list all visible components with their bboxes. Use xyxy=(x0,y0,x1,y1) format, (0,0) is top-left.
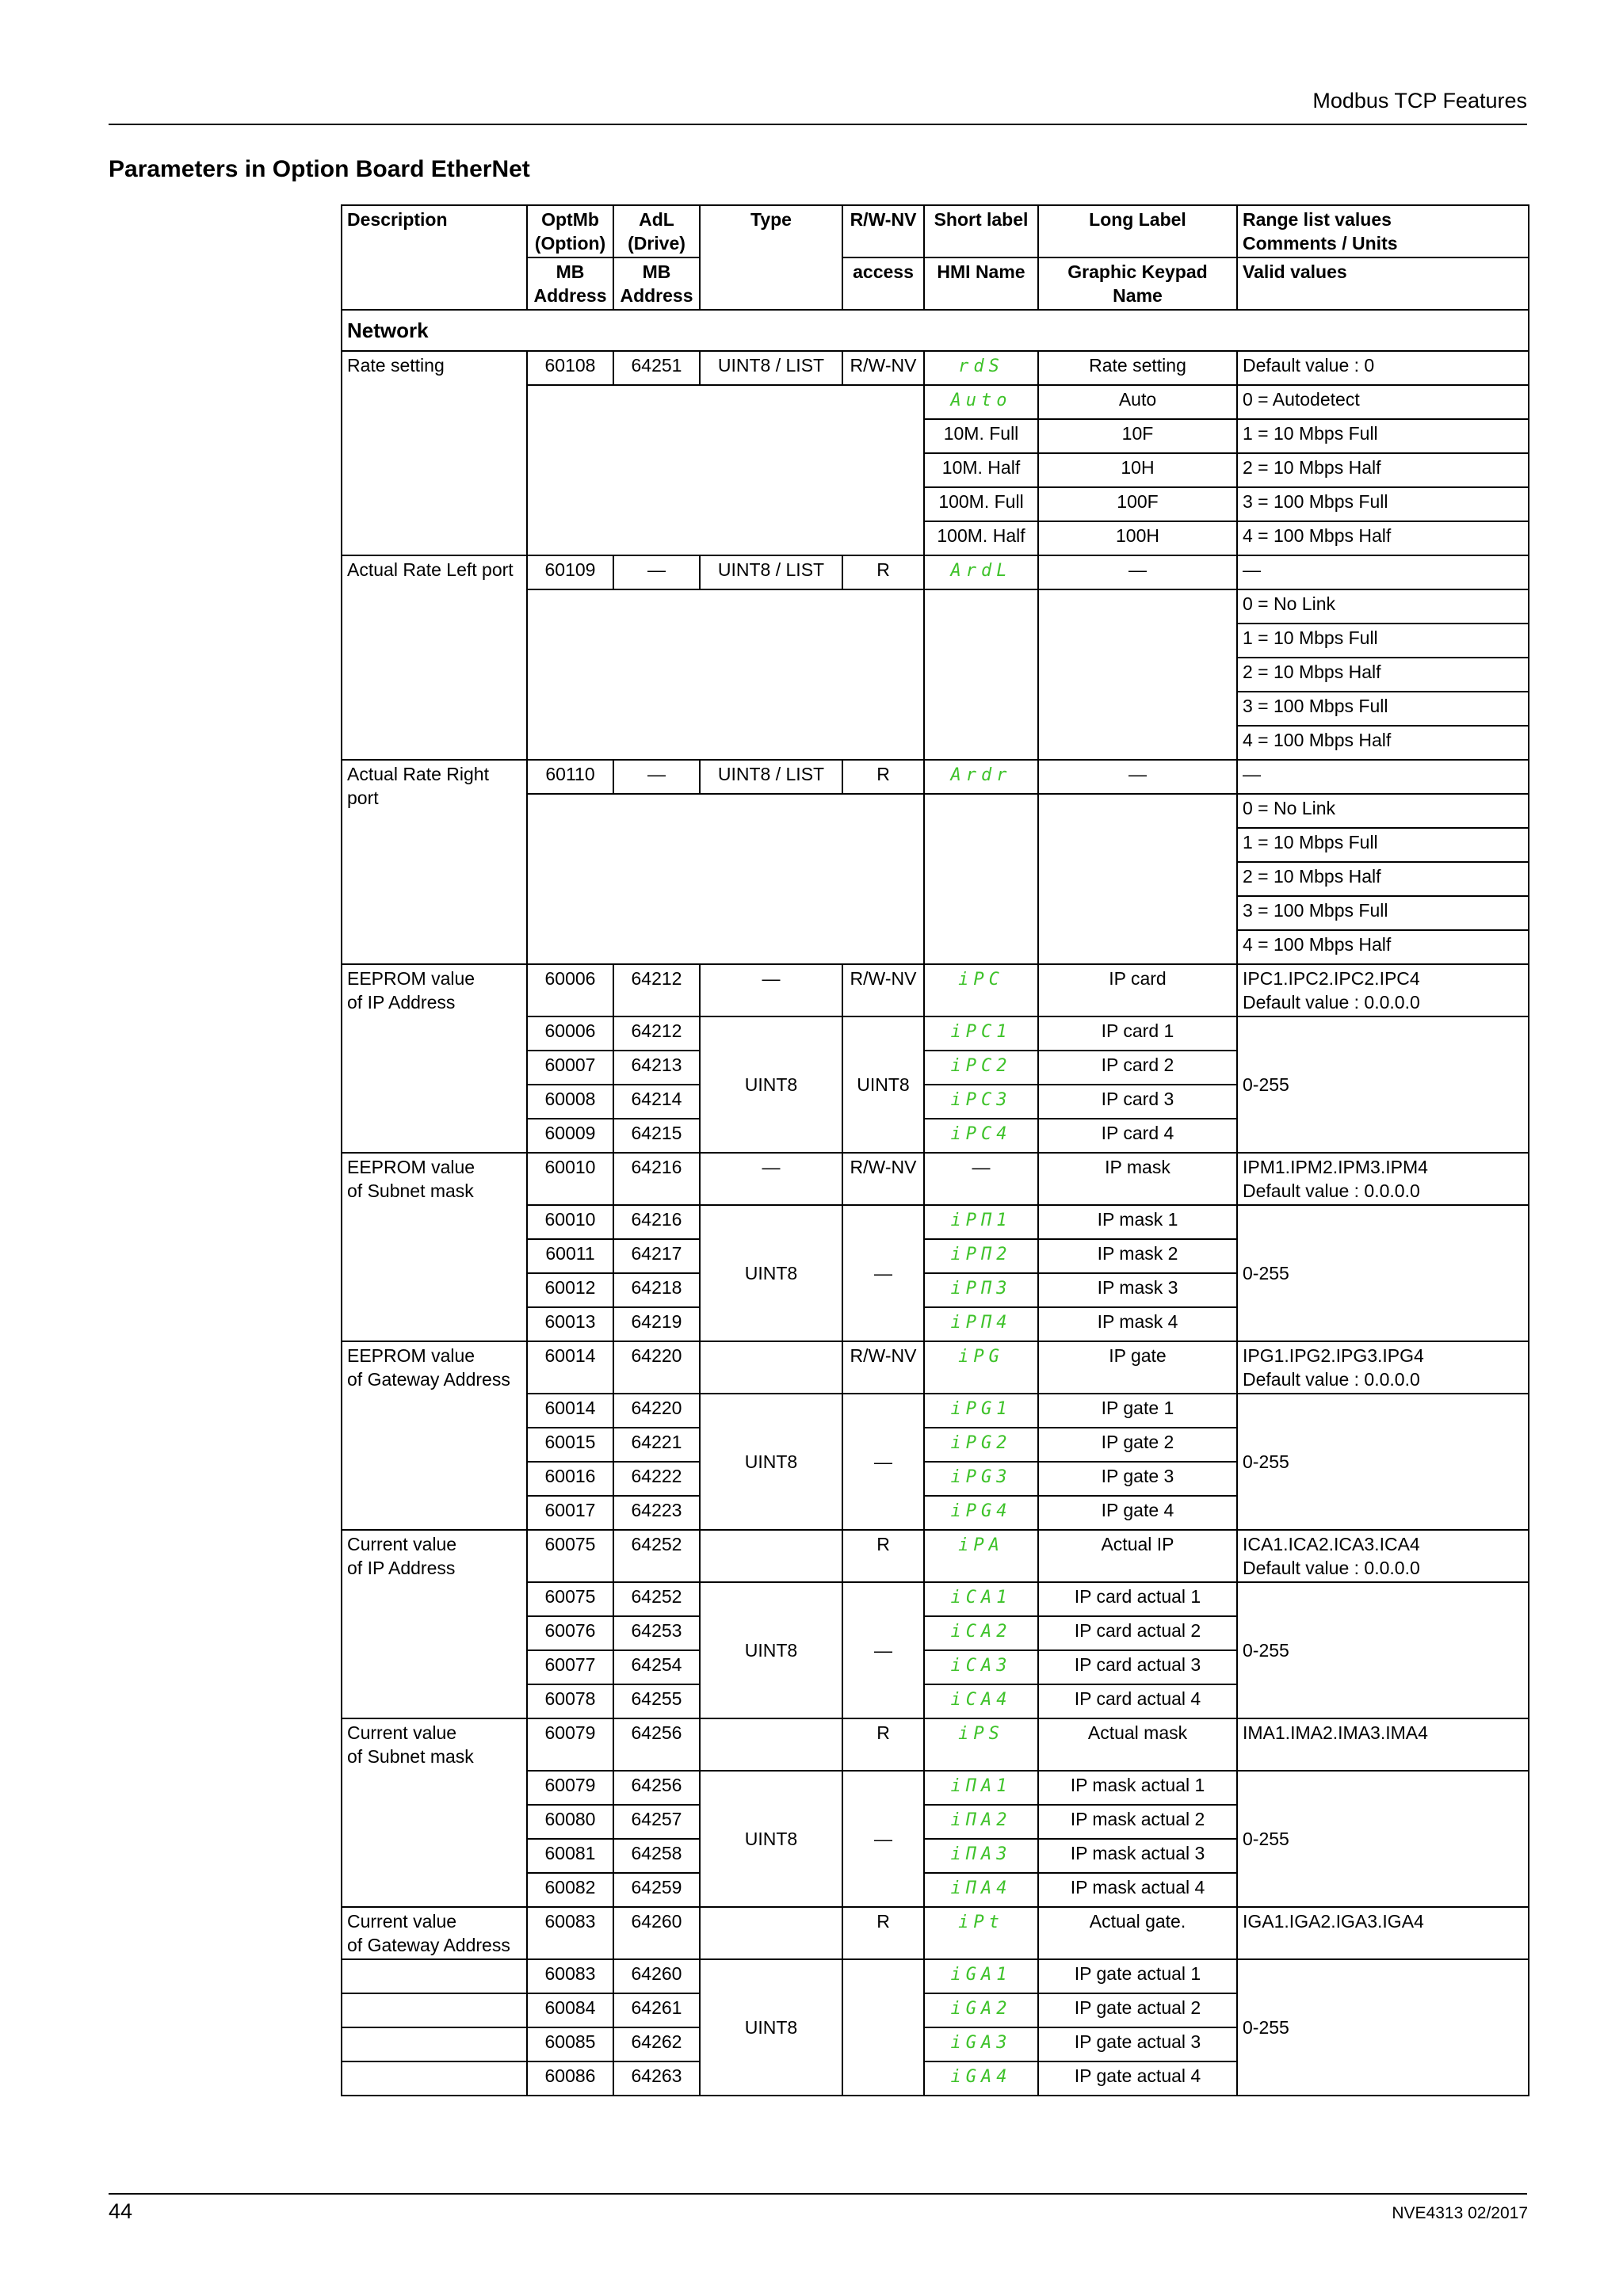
table-cell: 60109 xyxy=(527,555,613,589)
table-cell: 64214 xyxy=(613,1085,700,1119)
table-cell xyxy=(527,385,924,555)
table-cell: Actual gate. xyxy=(1038,1907,1237,1959)
table-cell: 64251 xyxy=(613,351,700,385)
table-cell: 64217 xyxy=(613,1239,700,1273)
table-cell xyxy=(924,760,1038,794)
table-cell: 64253 xyxy=(613,1616,700,1650)
table-cell: 10M. Half xyxy=(924,453,1038,487)
page-title: Parameters in Option Board EtherNet xyxy=(109,156,530,182)
table-cell: 4 = 100 Mbps Half xyxy=(1237,521,1529,555)
table-cell: IPM1.IPM2.IPM3.IPM4 Default value : 0.0.0.0 xyxy=(1237,1153,1529,1205)
table-cell: 60012 xyxy=(527,1273,613,1307)
table-cell: 64215 xyxy=(613,1119,700,1153)
table-cell: 0-255 xyxy=(1237,1016,1529,1153)
table-cell: R xyxy=(842,555,924,589)
table-cell: IP mask 1 xyxy=(1038,1205,1237,1239)
table-cell xyxy=(924,1805,1038,1839)
table-cell: — xyxy=(613,760,700,794)
table-cell xyxy=(924,1496,1038,1530)
table-cell xyxy=(700,1530,842,1582)
table-cell: IP mask actual 4 xyxy=(1038,1873,1237,1907)
table-cell: 60011 xyxy=(527,1239,613,1273)
table-cell: 10F xyxy=(1038,419,1237,453)
table-cell: 10M. Full xyxy=(924,419,1038,453)
table-cell: IP mask xyxy=(1038,1153,1237,1205)
table-cell: IP card actual 2 xyxy=(1038,1616,1237,1650)
table-cell: — xyxy=(842,1771,924,1907)
table-cell: — xyxy=(1038,555,1237,589)
hmi-segment-label: iPG3 xyxy=(950,1467,1012,1487)
column-header: Valid values xyxy=(1237,257,1529,310)
table-cell xyxy=(924,1051,1038,1085)
hmi-segment-label: iPG xyxy=(958,1347,1004,1367)
column-header: Graphic Keypad Name xyxy=(1038,257,1237,310)
table-cell: 64260 xyxy=(613,1959,700,1993)
table-cell: 60010 xyxy=(527,1153,613,1205)
table-row xyxy=(342,1530,1529,1582)
table-cell: 0 = Autodetect xyxy=(1237,385,1529,419)
table-row xyxy=(342,1718,1529,1771)
table-cell: 60006 xyxy=(527,964,613,1016)
table-cell: 64256 xyxy=(613,1771,700,1805)
table-cell xyxy=(924,2061,1038,2096)
table-cell: 64257 xyxy=(613,1805,700,1839)
param-description: EEPROM value of Subnet mask xyxy=(342,1153,527,1341)
table-row xyxy=(342,205,1529,257)
table-cell xyxy=(924,351,1038,385)
table-cell: 1 = 10 Mbps Full xyxy=(1237,419,1529,453)
table-cell xyxy=(924,1119,1038,1153)
table-cell: 1 = 10 Mbps Full xyxy=(1237,624,1529,658)
table-cell: 60079 xyxy=(527,1771,613,1805)
table-cell xyxy=(924,1341,1038,1394)
table-cell: 60010 xyxy=(527,1205,613,1239)
table-cell: R xyxy=(842,1718,924,1771)
table-row xyxy=(342,555,1529,589)
table-cell: 64259 xyxy=(613,1873,700,1907)
table-cell: IP gate actual 2 xyxy=(1038,1993,1237,2027)
table-cell: 60013 xyxy=(527,1307,613,1341)
hmi-segment-label: iΠA1 xyxy=(950,1776,1012,1796)
table-cell xyxy=(924,1582,1038,1616)
table-cell: 64260 xyxy=(613,1907,700,1959)
table-cell: 60015 xyxy=(527,1428,613,1462)
column-header: AdL (Drive) xyxy=(613,205,700,257)
table-cell xyxy=(924,385,1038,419)
table-cell xyxy=(924,555,1038,589)
hmi-segment-label: iCA2 xyxy=(950,1622,1012,1642)
hmi-segment-label: iPC xyxy=(958,970,1004,990)
table-cell: UINT8 xyxy=(842,1016,924,1153)
param-description: Rate setting xyxy=(342,351,527,555)
column-header: Long Label xyxy=(1038,205,1237,257)
table-cell: 3 = 100 Mbps Full xyxy=(1237,692,1529,726)
table-cell: 64263 xyxy=(613,2061,700,2096)
table-cell: 1 = 10 Mbps Full xyxy=(1237,828,1529,862)
table-cell: IP card actual 1 xyxy=(1038,1582,1237,1616)
param-description xyxy=(342,1959,527,1993)
table-row xyxy=(342,351,1529,385)
table-cell: 60075 xyxy=(527,1530,613,1582)
hmi-segment-label: iPC3 xyxy=(950,1090,1012,1110)
hmi-segment-label: iPG2 xyxy=(950,1433,1012,1453)
table-cell: UINT8 / LIST xyxy=(700,351,842,385)
table-cell: 64223 xyxy=(613,1496,700,1530)
table-cell: IP card actual 3 xyxy=(1038,1650,1237,1684)
table-cell: 3 = 100 Mbps Full xyxy=(1237,487,1529,521)
table-cell: UINT8 xyxy=(700,1205,842,1341)
table-cell: 2 = 10 Mbps Half xyxy=(1237,453,1529,487)
column-header: R/W-NV xyxy=(842,205,924,257)
table-cell xyxy=(924,1650,1038,1684)
table-cell: 0 = No Link xyxy=(1237,589,1529,624)
hmi-segment-label: iCA1 xyxy=(950,1588,1012,1608)
table-cell: 60108 xyxy=(527,351,613,385)
table-cell: IP gate 4 xyxy=(1038,1496,1237,1530)
table-cell: 64252 xyxy=(613,1530,700,1582)
column-header: OptMb (Option) xyxy=(527,205,613,257)
table-cell: 64254 xyxy=(613,1650,700,1684)
table-cell: 64220 xyxy=(613,1394,700,1428)
table-cell: IP mask 3 xyxy=(1038,1273,1237,1307)
table-cell: 4 = 100 Mbps Half xyxy=(1237,726,1529,760)
hmi-segment-label: iGA4 xyxy=(950,2067,1012,2087)
table-cell: — xyxy=(924,1153,1038,1205)
hmi-segment-label: iPG4 xyxy=(950,1501,1012,1521)
table-cell xyxy=(527,589,924,760)
table-cell xyxy=(924,589,1038,760)
table-cell: IP card actual 4 xyxy=(1038,1684,1237,1718)
hmi-segment-label: iΠA3 xyxy=(950,1844,1012,1864)
table-cell xyxy=(924,1530,1038,1582)
hmi-segment-label: iPΠ1 xyxy=(950,1211,1012,1230)
table-cell: 60080 xyxy=(527,1805,613,1839)
table-cell xyxy=(700,1718,842,1771)
table-row xyxy=(342,310,1529,351)
table-cell: ICA1.ICA2.ICA3.ICA4 Default value : 0.0.0.0 xyxy=(1237,1530,1529,1582)
table-cell: 60078 xyxy=(527,1684,613,1718)
param-description xyxy=(342,2027,527,2061)
column-header: HMI Name xyxy=(924,257,1038,310)
table-cell: 100F xyxy=(1038,487,1237,521)
table-cell: IMA1.IMA2.IMA3.IMA4 xyxy=(1237,1718,1529,1771)
table-cell xyxy=(842,1959,924,2096)
table-cell xyxy=(924,1993,1038,2027)
table-cell: — xyxy=(700,964,842,1016)
table-cell: 100H xyxy=(1038,521,1237,555)
table-cell: IP gate actual 1 xyxy=(1038,1959,1237,1993)
hmi-segment-label: iPΠ3 xyxy=(950,1279,1012,1299)
table-cell: 64262 xyxy=(613,2027,700,2061)
table-cell xyxy=(924,1718,1038,1771)
table-cell: 64216 xyxy=(613,1205,700,1239)
table-cell: 64256 xyxy=(613,1718,700,1771)
param-description: Current value of IP Address xyxy=(342,1530,527,1718)
table-cell xyxy=(924,1428,1038,1462)
table-cell: IP card 3 xyxy=(1038,1085,1237,1119)
hmi-segment-label: Ardr xyxy=(950,765,1012,785)
table-cell: 64221 xyxy=(613,1428,700,1462)
table-cell: IP mask actual 1 xyxy=(1038,1771,1237,1805)
table-cell: 60082 xyxy=(527,1873,613,1907)
table-cell: 60083 xyxy=(527,1907,613,1959)
table-cell: IPG1.IPG2.IPG3.IPG4 Default value : 0.0.0.0 xyxy=(1237,1341,1529,1394)
table-cell xyxy=(924,1239,1038,1273)
table-cell xyxy=(924,1616,1038,1650)
table-cell: — xyxy=(1237,555,1529,589)
table-cell: 2 = 10 Mbps Half xyxy=(1237,862,1529,896)
table-cell: 60017 xyxy=(527,1496,613,1530)
table-cell: UINT8 / LIST xyxy=(700,760,842,794)
table-cell xyxy=(924,964,1038,1016)
table-cell: — xyxy=(700,1153,842,1205)
table-cell xyxy=(924,1684,1038,1718)
hmi-segment-label: iΠA2 xyxy=(950,1810,1012,1830)
hmi-segment-label: iPC4 xyxy=(950,1124,1012,1144)
param-description xyxy=(342,1993,527,2027)
table-cell: 60086 xyxy=(527,2061,613,2096)
param-description xyxy=(342,2061,527,2096)
table-cell: — xyxy=(1237,760,1529,794)
hmi-segment-label: iPA xyxy=(958,1535,1004,1555)
table-cell: R/W-NV xyxy=(842,1341,924,1394)
table-cell: 60006 xyxy=(527,1016,613,1051)
hmi-segment-label: Auto xyxy=(950,391,1012,410)
table-cell xyxy=(924,1959,1038,1993)
table-cell: 64219 xyxy=(613,1307,700,1341)
table-cell: R xyxy=(842,1907,924,1959)
table-cell xyxy=(924,1394,1038,1428)
table-cell: Auto xyxy=(1038,385,1237,419)
table-cell: IP gate xyxy=(1038,1341,1237,1394)
table-cell: 60085 xyxy=(527,2027,613,2061)
section-title: Network xyxy=(342,310,1529,351)
table-cell: UINT8 xyxy=(700,1959,842,2096)
table-cell: 0-255 xyxy=(1237,1394,1529,1530)
table-cell xyxy=(924,1085,1038,1119)
table-cell xyxy=(924,1771,1038,1805)
table-cell: 60014 xyxy=(527,1341,613,1394)
table-cell: IPC1.IPC2.IPC2.IPC4 Default value : 0.0.0.0 xyxy=(1237,964,1529,1016)
table-cell: 64218 xyxy=(613,1273,700,1307)
hmi-segment-label: iCA3 xyxy=(950,1656,1012,1676)
table-cell: IP card 1 xyxy=(1038,1016,1237,1051)
hmi-segment-label: iPC2 xyxy=(950,1056,1012,1076)
table-cell: 2 = 10 Mbps Half xyxy=(1237,658,1529,692)
table-cell: 60081 xyxy=(527,1839,613,1873)
table-cell: 60076 xyxy=(527,1616,613,1650)
table-cell xyxy=(924,794,1038,964)
hmi-segment-label: iΠA4 xyxy=(950,1878,1012,1898)
hmi-segment-label: iGA1 xyxy=(950,1965,1012,1985)
table-row xyxy=(342,760,1529,794)
table-cell xyxy=(1038,589,1237,760)
table-cell: 64220 xyxy=(613,1341,700,1394)
table-cell: IP gate 3 xyxy=(1038,1462,1237,1496)
table-cell: 4 = 100 Mbps Half xyxy=(1237,930,1529,964)
table-row xyxy=(342,964,1529,1016)
table-cell: UINT8 xyxy=(700,1016,842,1153)
table-row xyxy=(342,1959,1529,1993)
table-cell: 60077 xyxy=(527,1650,613,1684)
table-cell: 64213 xyxy=(613,1051,700,1085)
table-cell: 60009 xyxy=(527,1119,613,1153)
table-cell: 64258 xyxy=(613,1839,700,1873)
table-cell: R/W-NV xyxy=(842,351,924,385)
table-cell: IP gate 2 xyxy=(1038,1428,1237,1462)
table-cell xyxy=(924,1016,1038,1051)
table-cell: 0-255 xyxy=(1237,1205,1529,1341)
table-cell: IP gate actual 3 xyxy=(1038,2027,1237,2061)
table-cell: — xyxy=(1038,760,1237,794)
table-cell: 60075 xyxy=(527,1582,613,1616)
table-cell: Actual mask xyxy=(1038,1718,1237,1771)
table-cell: 60110 xyxy=(527,760,613,794)
column-header: Short label xyxy=(924,205,1038,257)
table-row xyxy=(342,1341,1529,1394)
table-cell: 0-255 xyxy=(1237,1582,1529,1718)
table-cell xyxy=(924,1205,1038,1239)
table-cell: IGA1.IGA2.IGA3.IGA4 xyxy=(1237,1907,1529,1959)
table-cell: IP gate 1 xyxy=(1038,1394,1237,1428)
table-cell: UINT8 xyxy=(700,1771,842,1907)
column-header: MB Address xyxy=(527,257,613,310)
table-cell: 60084 xyxy=(527,1993,613,2027)
table-cell: 60008 xyxy=(527,1085,613,1119)
column-header: access xyxy=(842,257,924,310)
table-cell: 0-255 xyxy=(1237,1771,1529,1907)
table-cell: R/W-NV xyxy=(842,964,924,1016)
footer-rule xyxy=(109,2193,1527,2195)
column-header: Type xyxy=(700,205,842,310)
hmi-segment-label: iPt xyxy=(958,1913,1004,1932)
table-cell: 100M. Full xyxy=(924,487,1038,521)
table-cell: Rate setting xyxy=(1038,351,1237,385)
table-cell: 60083 xyxy=(527,1959,613,1993)
table-cell xyxy=(924,1307,1038,1341)
table-cell: IP mask actual 3 xyxy=(1038,1839,1237,1873)
table-cell: IP gate actual 4 xyxy=(1038,2061,1237,2096)
table-cell: UINT8 / LIST xyxy=(700,555,842,589)
param-description: Current value of Subnet mask xyxy=(342,1718,527,1907)
table-cell: 64261 xyxy=(613,1993,700,2027)
table-cell: 64252 xyxy=(613,1582,700,1616)
hmi-segment-label: iGA2 xyxy=(950,1999,1012,2019)
table-cell: 3 = 100 Mbps Full xyxy=(1237,896,1529,930)
table-cell: 100M. Half xyxy=(924,521,1038,555)
table-cell: Actual IP xyxy=(1038,1530,1237,1582)
table-cell xyxy=(924,1273,1038,1307)
table-cell: 64216 xyxy=(613,1153,700,1205)
hmi-segment-label: iPS xyxy=(958,1724,1004,1744)
hmi-segment-label: iGA3 xyxy=(950,2033,1012,2053)
param-description: Actual Rate Right port xyxy=(342,760,527,964)
page-header xyxy=(109,86,1527,125)
column-header: Description xyxy=(342,205,527,310)
table-row xyxy=(342,1153,1529,1205)
table-cell: — xyxy=(842,1582,924,1718)
table-cell: 64212 xyxy=(613,964,700,1016)
table-cell: IP mask 4 xyxy=(1038,1307,1237,1341)
table-cell: UINT8 xyxy=(700,1394,842,1530)
table-cell xyxy=(924,1462,1038,1496)
hmi-segment-label: iPΠ4 xyxy=(950,1313,1012,1333)
table-cell: Default value : 0 xyxy=(1237,351,1529,385)
table-cell: IP card xyxy=(1038,964,1237,1016)
table-cell: IP mask 2 xyxy=(1038,1239,1237,1273)
parameters-table xyxy=(341,204,1529,2096)
table-cell: — xyxy=(842,1205,924,1341)
hmi-segment-label: iCA4 xyxy=(950,1690,1012,1710)
hmi-segment-label: ArdL xyxy=(950,561,1012,581)
table-row xyxy=(342,1907,1529,1959)
header-title: Modbus TCP Features xyxy=(1312,89,1527,113)
param-description: EEPROM value of Gateway Address xyxy=(342,1341,527,1530)
table-cell: 60079 xyxy=(527,1718,613,1771)
table-cell: — xyxy=(842,1394,924,1530)
param-description: EEPROM value of IP Address xyxy=(342,964,527,1153)
page-number: 44 xyxy=(109,2199,133,2223)
column-header: MB Address xyxy=(613,257,700,310)
table-cell: IP mask actual 2 xyxy=(1038,1805,1237,1839)
table-cell xyxy=(700,1341,842,1394)
table-cell xyxy=(1038,794,1237,964)
table-cell: R xyxy=(842,760,924,794)
table-cell xyxy=(527,794,924,964)
table-cell: — xyxy=(613,555,700,589)
table-cell: IP card 2 xyxy=(1038,1051,1237,1085)
param-description: Current value of Gateway Address xyxy=(342,1907,527,1959)
table-cell: R/W-NV xyxy=(842,1153,924,1205)
table-cell: 60016 xyxy=(527,1462,613,1496)
hmi-segment-label: iPC1 xyxy=(950,1022,1012,1042)
table-cell: 0-255 xyxy=(1237,1959,1529,2096)
table-cell: 60014 xyxy=(527,1394,613,1428)
hmi-segment-label: iPG1 xyxy=(950,1399,1012,1419)
param-description: Actual Rate Left port xyxy=(342,555,527,760)
table-cell xyxy=(924,1839,1038,1873)
table-cell: R xyxy=(842,1530,924,1582)
doc-reference: NVE4313 02/2017 xyxy=(1392,2204,1528,2222)
table-cell xyxy=(924,1907,1038,1959)
table-cell: 10H xyxy=(1038,453,1237,487)
hmi-segment-label: rdS xyxy=(958,357,1004,376)
table-cell xyxy=(924,1873,1038,1907)
table-cell xyxy=(924,2027,1038,2061)
column-header: Range list values Comments / Units xyxy=(1237,205,1529,257)
table-cell: 64222 xyxy=(613,1462,700,1496)
table-cell: 0 = No Link xyxy=(1237,794,1529,828)
table-cell: 60007 xyxy=(527,1051,613,1085)
table-cell: 64255 xyxy=(613,1684,700,1718)
table-cell: 64212 xyxy=(613,1016,700,1051)
table-cell: IP card 4 xyxy=(1038,1119,1237,1153)
table-cell: UINT8 xyxy=(700,1582,842,1718)
hmi-segment-label: iPΠ2 xyxy=(950,1245,1012,1264)
table-cell xyxy=(700,1907,842,1959)
